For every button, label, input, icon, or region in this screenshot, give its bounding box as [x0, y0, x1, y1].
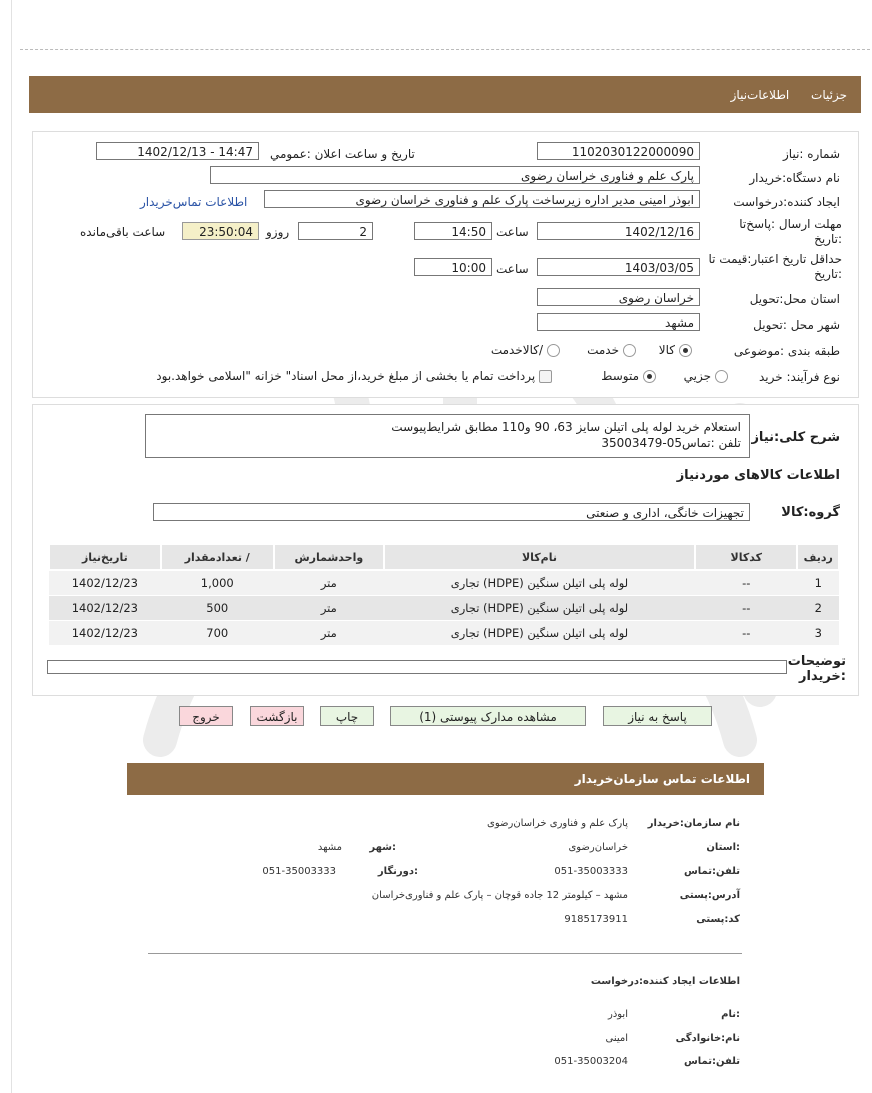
cell-qty: 700 — [161, 621, 274, 646]
buyer-org-field[interactable]: پارک علم و فناوری خراسان رضوی — [210, 166, 700, 184]
cell-code: -- — [695, 570, 797, 596]
cell-date: 1402/12/23 — [49, 570, 161, 596]
print-button[interactable]: چاپ — [320, 706, 374, 726]
fax-label: :دورنگار — [377, 866, 418, 877]
announce-datetime-field[interactable]: 1402/12/13 - 14:47 — [96, 142, 259, 160]
radio-checked-icon — [643, 370, 656, 383]
radio-checked-icon — [679, 344, 692, 357]
goods-table-wrap — [48, 543, 840, 646]
postal-label: کد:پستی — [696, 914, 740, 925]
category-radio-goods[interactable] — [659, 343, 696, 357]
creator-phone-value: 051-35003204 — [554, 1056, 628, 1067]
payment-treasury-option[interactable] — [156, 369, 552, 383]
table-row[interactable] — [49, 621, 839, 646]
category-label: طبقه بندی :موضوعی — [733, 344, 840, 358]
category-radio-both[interactable] — [491, 343, 564, 357]
creator-label: ایجاد کننده:درخواست — [733, 195, 840, 209]
deadline-date-field[interactable]: 1402/12/16 — [537, 222, 700, 240]
contact-header — [127, 763, 764, 795]
province-contact-value: خراسان‌رضوی — [568, 842, 628, 853]
contact-divider — [148, 953, 742, 954]
org-value: پارک علم و فناوری خراسان‌رضوی — [487, 818, 628, 829]
col-qty: / تعدادمقدار — [161, 544, 274, 570]
radio-unchecked-icon — [623, 344, 636, 357]
tab-need-info[interactable]: اطلاعات‌نیاز — [730, 88, 790, 102]
remaining-time-field: 23:50:04 — [182, 222, 259, 240]
validity-label: حداقل تاریخ اعتبار:قیمت تا :تاریخ — [708, 252, 842, 281]
col-name: نام‌کالا — [384, 544, 695, 570]
days-label: روزو — [266, 225, 290, 239]
cell-name: لوله پلی اتیلن سنگین (HDPE) تجاری — [384, 596, 695, 621]
radio-unchecked-icon — [715, 370, 728, 383]
tab-details[interactable]: جزئیات — [811, 88, 847, 102]
fax-value: 051-35003333 — [262, 866, 336, 877]
address-value: مشهد – کیلومتر 12 جاده قوچان – پارک علم و فناوری‌خراسان — [371, 890, 628, 901]
announce-label: تاریخ و ساعت اعلان :عمومي — [270, 147, 415, 161]
goods-group-field[interactable]: تجهیزات خانگی، اداری و صنعتی — [153, 503, 750, 521]
deadline-time-label: ساعت — [496, 225, 529, 239]
validity-date-field[interactable]: 1403/03/05 — [537, 258, 700, 276]
reply-button[interactable]: پاسخ به نیاز — [603, 706, 712, 726]
family-label: نام:خانوادگی — [675, 1033, 740, 1044]
col-unit: واحدشمارش — [274, 544, 384, 570]
buyer-org-label: نام دستگاه:خریدار — [749, 171, 840, 185]
need-number-field[interactable]: 1102030122000090 — [537, 142, 700, 160]
creator-field[interactable]: ابوذر امینی مدیر اداره زیرساخت پارک علم و فناوری خراسان رضوی — [264, 190, 700, 208]
name-label: :نام — [721, 1009, 740, 1020]
deadline-label: مهلت ارسال :پاسخ‌تا :تاریخ — [739, 217, 842, 246]
buyer-notes-field[interactable] — [47, 660, 787, 674]
cell-qty: 500 — [161, 596, 274, 621]
cell-name: لوله پلی اتیلن سنگین (HDPE) تجاری — [384, 570, 695, 596]
city-label: شهر محل :تحویل — [753, 318, 840, 332]
back-button[interactable]: بازگشت — [250, 706, 304, 726]
process-medium-label: متوسط — [601, 369, 639, 383]
province-field[interactable]: خراسان رضوی — [537, 288, 700, 306]
buyer-contact-link[interactable]: اطلاعات تماس‌خریدار — [140, 195, 248, 209]
days-field[interactable]: 2 — [298, 222, 373, 240]
cell-date: 1402/12/23 — [49, 621, 161, 646]
category-both-label: /کالاخدمت — [490, 343, 543, 357]
col-row: ردیف — [797, 544, 839, 570]
payment-note: پرداخت تمام یا بخشی از مبلغ خرید،از محل اسناد" خزانه "اسلامی خواهد.بود — [156, 369, 536, 383]
cell-name: لوله پلی اتیلن سنگین (HDPE) تجاری — [384, 621, 695, 646]
city-contact-label: :شهر — [369, 842, 396, 853]
goods-table — [48, 543, 840, 646]
validity-time-field[interactable]: 10:00 — [414, 258, 492, 276]
col-code: کدکالا — [695, 544, 797, 570]
exit-button[interactable]: خروج — [179, 706, 233, 726]
page-header — [29, 76, 861, 113]
top-divider — [20, 49, 870, 50]
description-label: شرح کلی:نیاز — [751, 430, 840, 445]
org-label: نام سازمان:خریدار — [647, 818, 740, 829]
province-label: استان محل:تحویل — [749, 292, 840, 306]
process-radio-medium[interactable] — [601, 369, 660, 383]
checkbox-icon — [539, 370, 552, 383]
left-border — [11, 0, 12, 1093]
creator-info-title: اطلاعات ایجاد کننده:درخواست — [590, 976, 740, 987]
category-goods-label: کالا — [658, 343, 675, 357]
city-contact-value: مشهد — [317, 842, 342, 853]
postal-value: 9185173911 — [564, 914, 628, 925]
contact-title: اطلاعات تماس سازمان‌خریدار — [574, 772, 750, 786]
deadline-time-field[interactable]: 14:50 — [414, 222, 492, 240]
attachments-button[interactable]: مشاهده مدارک پیوستی (1) — [390, 706, 586, 726]
goods-title: اطلاعات کالاهای موردنیاز — [676, 468, 840, 483]
creator-phone-label: تلفن:تماس — [683, 1056, 740, 1067]
description-line-1: استعلام خرید لوله پلی اتیلن سایز 63، 90 و110 مطابق شرایط‌پیوست — [391, 420, 741, 434]
cell-row: 1 — [797, 570, 839, 596]
radio-unchecked-icon — [547, 344, 560, 357]
remaining-label: ساعت باقی‌مانده — [80, 225, 166, 239]
description-line-2: تلفن :تماس‌05-35003479 — [601, 436, 741, 450]
goods-table-header — [49, 544, 839, 570]
col-date: تاریخ‌نیاز — [49, 544, 161, 570]
cell-row: 2 — [797, 596, 839, 621]
buyer-notes-label: توضیحات :خریدار — [787, 654, 846, 684]
city-field[interactable]: مشهد — [537, 313, 700, 331]
cell-date: 1402/12/23 — [49, 596, 161, 621]
cell-unit: متر — [274, 596, 384, 621]
phone-label: تلفن:تماس — [683, 866, 740, 877]
process-radio-partial[interactable] — [684, 369, 732, 383]
family-value: امینی — [605, 1033, 628, 1044]
process-partial-label: جزیي — [683, 369, 711, 383]
category-service-label: خدمت — [587, 343, 619, 357]
cell-code: -- — [695, 596, 797, 621]
goods-group-label: گروه:کالا — [781, 505, 840, 520]
category-radio-service[interactable] — [587, 343, 640, 357]
cell-row: 3 — [797, 621, 839, 646]
table-row[interactable] — [49, 596, 839, 621]
cell-code: -- — [695, 621, 797, 646]
phone-value: 051-35003333 — [554, 866, 628, 877]
cell-unit: متر — [274, 570, 384, 596]
process-label: نوع فرآیند: خرید — [759, 370, 840, 384]
validity-time-label: ساعت — [496, 262, 529, 276]
description-box — [145, 414, 750, 458]
name-value: ابوذر — [607, 1009, 628, 1020]
cell-qty: 1,000 — [161, 570, 274, 596]
address-label: آدرس:پستی — [679, 890, 740, 901]
province-contact-label: :استان — [706, 842, 740, 853]
cell-unit: متر — [274, 621, 384, 646]
need-number-label: شماره :نیاز — [783, 147, 840, 161]
table-row[interactable] — [49, 570, 839, 596]
